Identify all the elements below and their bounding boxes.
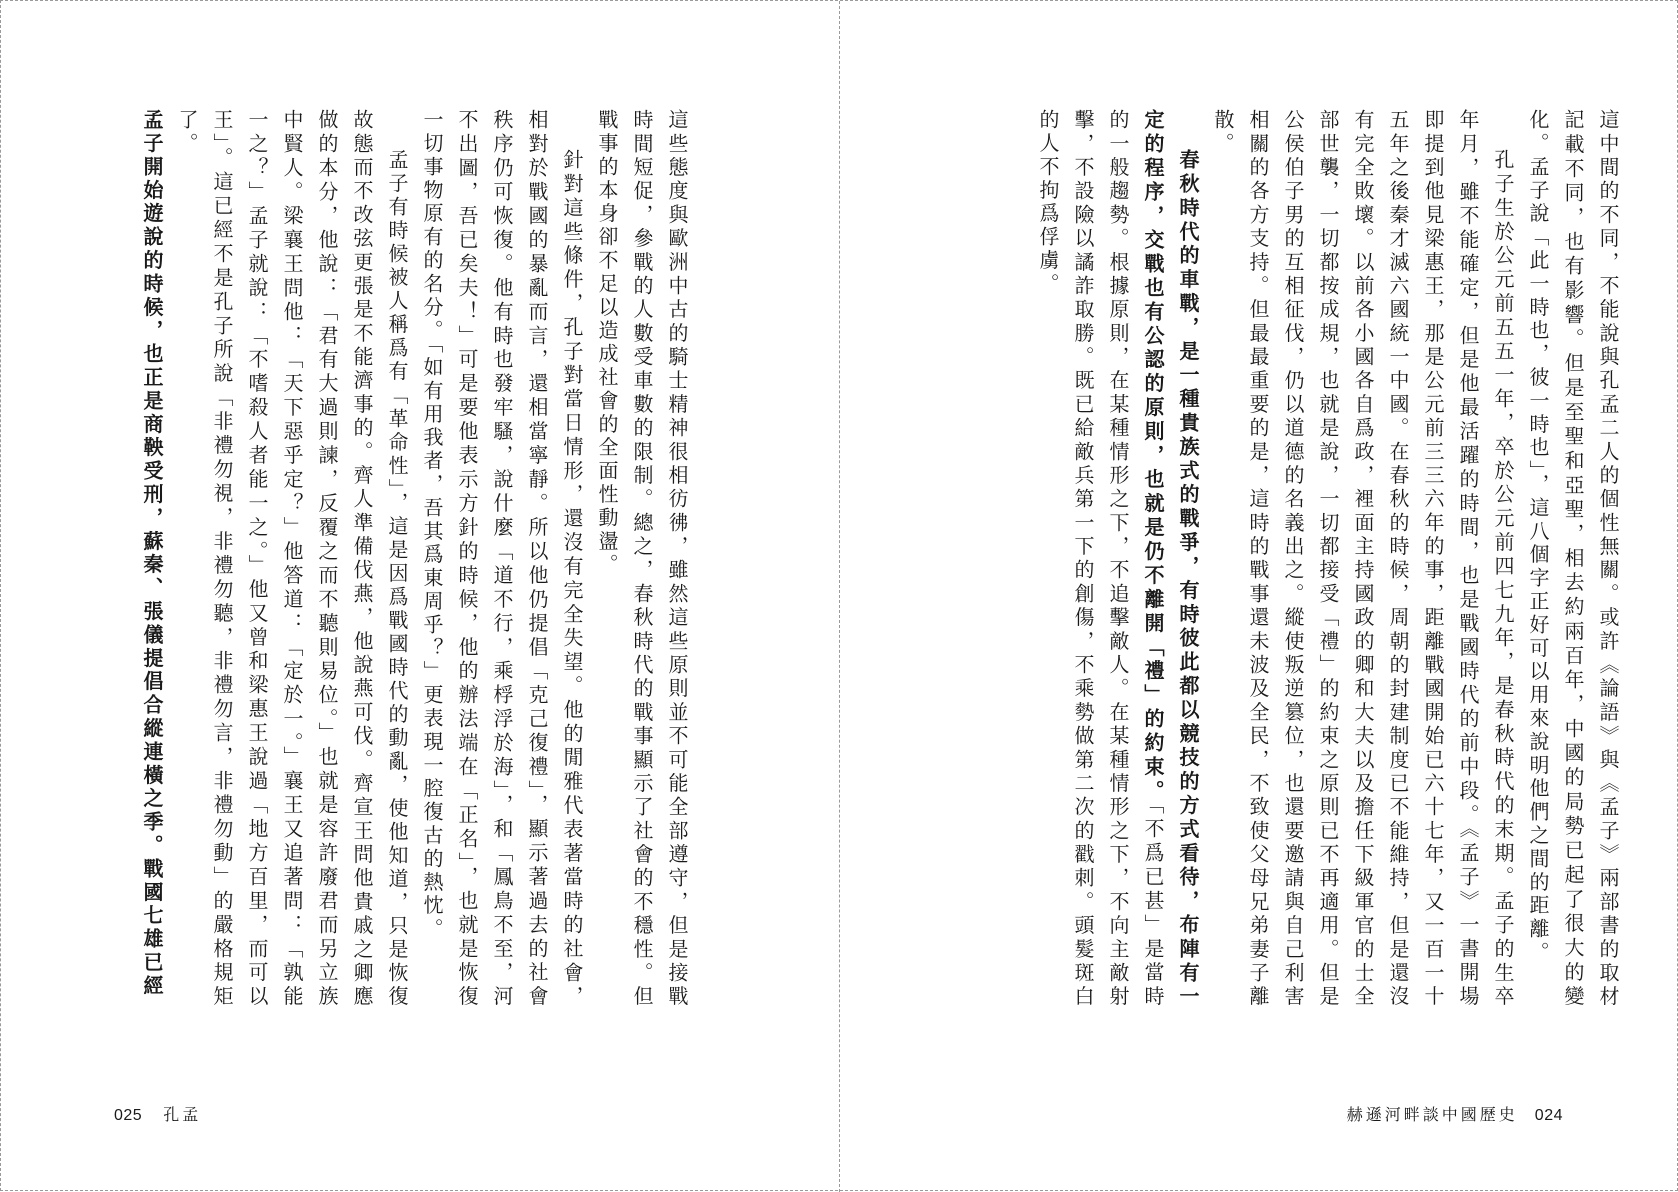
right-page-body — [990, 109, 1625, 1009]
left-paragraph-2: 針對這些條件，孔子對當日情形，還沒有完全失望。他的閒雅代表著當時的社會，相對於戰國的暴亂而言，還相當寧靜。所以他仍提倡「克己復禮」，顯示著過去的社會秩序仍可恢復。他有時也發牢騷，說什麼「道不行，乘桴浮於海」，和「鳳鳥不至，河不出圖，吾已矣夫！」可是要他表示方針的時候，他的辦法端在「正名」，也就是恢復一切事物原有的名分。「如有用我者，吾其爲東周乎？」更表現一腔復古的熱忱。 — [420, 109, 584, 1009]
left-paragraph-1: 這些態度與歐洲中古的騎士精神很相彷彿，雖然這些原則並不可能全部遵守，但是接戰時間短促，參戰的人數受車數的限制。總之，春秋時代的戰事顯示了社會的不穩性。但戰事的本身卻不足以造成社會的全面性動盪。 — [595, 109, 689, 1009]
left-running-title: 孔孟 — [163, 1105, 202, 1124]
right-paragraph-3-bold: 春秋時代的車戰，是一種貴族式的戰爭，有時彼此都以競技的方式看待，布陣有一定的程序，交戰也有公認的原則，也就是仍不離開「禮」的約束。 — [1141, 109, 1200, 1009]
right-paragraph-3-rest: 「不爲已甚」是當時的一般趨勢。根據原則，在某種情形之下，不追擊敵人。在某種情形之下，不向主敵射擊，不設險以譎詐取勝。既已給敵兵第一下的創傷，不乘勢做第二次的戳刺。頭髮斑白的人不拘爲俘虜。 — [1036, 109, 1165, 1009]
right-paragraph-1: 這中間的不同，不能說與孔孟二人的個性無關。或許《論語》與《孟子》兩部書的取材記載不同，也有影響。但是至聖和亞聖，相去約兩百年，中國的局勢已起了很大的變化。孟子說「此一時也，彼一時也」，這八個字正好可以用來說明他們之間的距離。 — [1526, 109, 1620, 1009]
left-paragraph-4-bold: 孟子開始遊說的時候，也正是商鞅受刑，蘇秦、張儀提倡合縱連橫之季。戰國七雄已經 — [140, 109, 164, 999]
right-page-number: 024 — [1534, 1107, 1563, 1124]
right-paragraph-3 — [1030, 109, 1205, 1009]
right-paragraph-2: 孔子生於公元前五五一年，卒於公元前四七九年，是春秋時代的末期。孟子的生卒年月，雖不能確定，但是他最活躍的時間，也是戰國時代的前中段。《孟子》一書開場即提到他見梁惠王，那是公元前三三六年的事，距離戰國開始已六十七年，又一百一十五年之後秦才滅六國統一中國。在春秋的時候，周朝的封建制度已不能維持，但是還沒有完全敗壞。以前各小國各自爲政，裡面主持國政的卿和大夫以及擔任下級軍官的士全部世襲，一切都按成規，也就是說，一切都接受「禮」的約束之原則已不再適用。但是公侯伯子男的互相征伐，仍以道德的名義出之。縱使叛逆篡位，也還要邀請與自己利害相關的各方支持。但最最重要的是，這時的戰事還未波及全民，不致使父母兄弟妻子離散。 — [1211, 109, 1515, 1009]
left-paragraph-3: 孟子有時候被人稱爲有「革命性」，這是因爲戰國時代的動亂，使他知道，只是恢復故態而不改弦更張是不能濟事的。齊人準備伐燕，他說燕可伐。齊宣王問他貴戚之卿應做的本分，他說：「君有大過則諫，反覆之而不聽則易位。」也就是容許廢君而另立族中賢人。梁襄王問他：「天下惡乎定？」他答道：「定於一。」襄王又追著問：「孰能一之？」孟子就說：「不嗜殺人者能一之。」他又曾和梁惠王說過「地方百里，而可以王」。這已經不是孔子所說「非禮勿視，非禮勿聽，非禮勿言，非禮勿動」的嚴格規矩了。 — [175, 109, 409, 1009]
left-page-body — [109, 109, 694, 1009]
right-folio — [1347, 1105, 1563, 1126]
right-page — [840, 1, 1678, 1192]
right-running-title: 赫遜河畔談中國歷史 — [1346, 1105, 1518, 1124]
left-page — [1, 1, 839, 1192]
left-folio — [114, 1105, 201, 1126]
left-page-number: 025 — [114, 1107, 143, 1124]
